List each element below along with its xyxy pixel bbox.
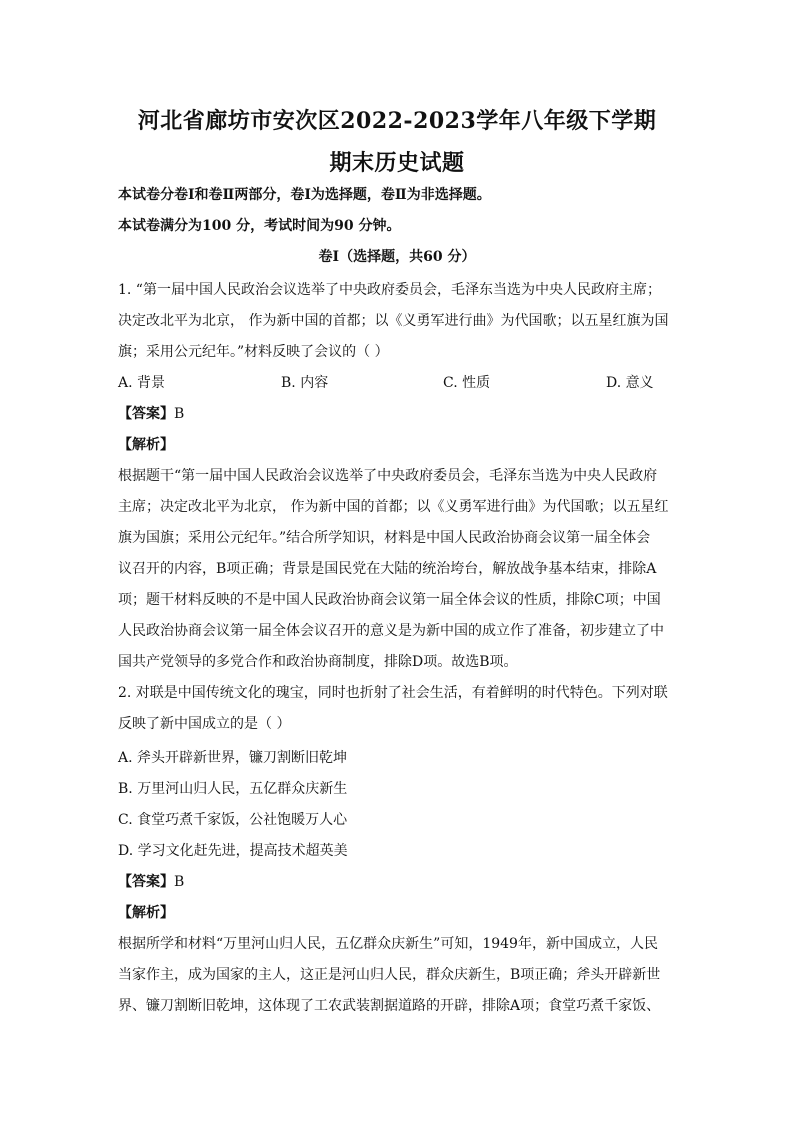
answer-value: B bbox=[174, 406, 185, 422]
q2-analysis-label: 【解析】 bbox=[118, 905, 174, 921]
exam-title-line2: 期末历史试题 bbox=[329, 150, 465, 176]
q1-answer bbox=[118, 404, 184, 424]
section-heading: 卷Ⅰ（选择题，共60 分） bbox=[318, 249, 476, 265]
answer-value: B bbox=[174, 874, 185, 890]
intro-line-1: 本试卷分卷Ⅰ和卷Ⅱ两部分，卷Ⅰ为选择题，卷Ⅱ为非选择题。 bbox=[118, 187, 491, 203]
answer-label: 【答案】 bbox=[118, 406, 174, 422]
q1-option-c: C. 性质 bbox=[443, 375, 491, 391]
exam-title-line1: 河北省廊坊市安次区2022-2023学年八年级下学期 bbox=[137, 108, 657, 134]
q1-analysis-label: 【解析】 bbox=[118, 437, 174, 453]
q1-analysis-line: 主席；决定改北平为北京， 作为新中国的首都；以《义勇军进行曲》为代国歌；以五星红 bbox=[118, 499, 669, 515]
q1-stem-line: 决定改北平为北京， 作为新中国的首都；以《义勇军进行曲》为代国歌；以五星红旗为国 bbox=[118, 313, 669, 329]
q1-analysis-line: 国共产党领导的多党合作和政治协商制度，排除D项。故选B项。 bbox=[118, 654, 518, 670]
q1-option-b: B. 内容 bbox=[281, 375, 329, 391]
q1-analysis-line: 议召开的内容，B项正确；背景是国民党在大陆的统治垮台，解放战争基本结束，排除A bbox=[118, 561, 657, 577]
q1-stem-line: 旗；采用公元纪年。”材料反映了会议的（ ） bbox=[118, 344, 389, 360]
q1-option-d: D. 意义 bbox=[606, 375, 654, 391]
q1-analysis-line: 旗为国旗；采用公元纪年。”结合所学知识，材料是中国人民政治协商会议第一届全体会 bbox=[118, 530, 651, 546]
q2-analysis-line: 当家作主，成为国家的主人，这正是河山归人民，群众庆新生，B项正确；斧头开辟新世 bbox=[118, 967, 661, 983]
q2-option-b: B. 万里河山归人民，五亿群众庆新生 bbox=[118, 781, 348, 797]
q2-option-a: A. 斧头开辟新世界，镰刀割断旧乾坤 bbox=[118, 750, 348, 766]
q1-option-a: A. 背景 bbox=[118, 375, 166, 391]
q2-stem-line: 2. 对联是中国传统文化的瑰宝，同时也折射了社会生活，有着鲜明的时代特色。下列对联 bbox=[118, 685, 668, 701]
q2-analysis-line: 根据所学和材料“万里河山归人民，五亿群众庆新生”可知，1949年，新中国成立，人民 bbox=[118, 936, 658, 952]
q1-analysis-line: 人民政治协商会议第一届全体会议召开的意义是为新中国的成立作了准备，初步建立了中 bbox=[118, 623, 664, 639]
q2-answer bbox=[118, 872, 184, 892]
q1-analysis-line: 项；题干材料反映的不是中国人民政治协商会议第一届全体会议的性质，排除C项；中国 bbox=[118, 592, 661, 608]
q2-option-c: C. 食堂巧煮千家饭，公社饱暖万人心 bbox=[118, 812, 348, 828]
q1-stem-line: 1. “第一届中国人民政治会议选举了中央政府委员会，毛泽东当选为中央人民政府主席； bbox=[118, 282, 661, 298]
q2-option-d: D. 学习文化赶先进，提高技术超英美 bbox=[118, 843, 348, 859]
q1-analysis-line: 根据题干“第一届中国人民政治会议选举了中央政府委员会，毛泽东当选为中央人民政府 bbox=[118, 468, 658, 484]
intro-line-2: 本试卷满分为100 分，考试时间为90 分钟。 bbox=[118, 218, 401, 234]
q2-analysis-line: 界、镰刀割断旧乾坤，这体现了工农武装割据道路的开辟，排除A项；食堂巧煮千家饭、 bbox=[118, 998, 661, 1014]
q2-stem-line: 反映了新中国成立的是（ ） bbox=[118, 716, 291, 732]
answer-label: 【答案】 bbox=[118, 874, 174, 890]
